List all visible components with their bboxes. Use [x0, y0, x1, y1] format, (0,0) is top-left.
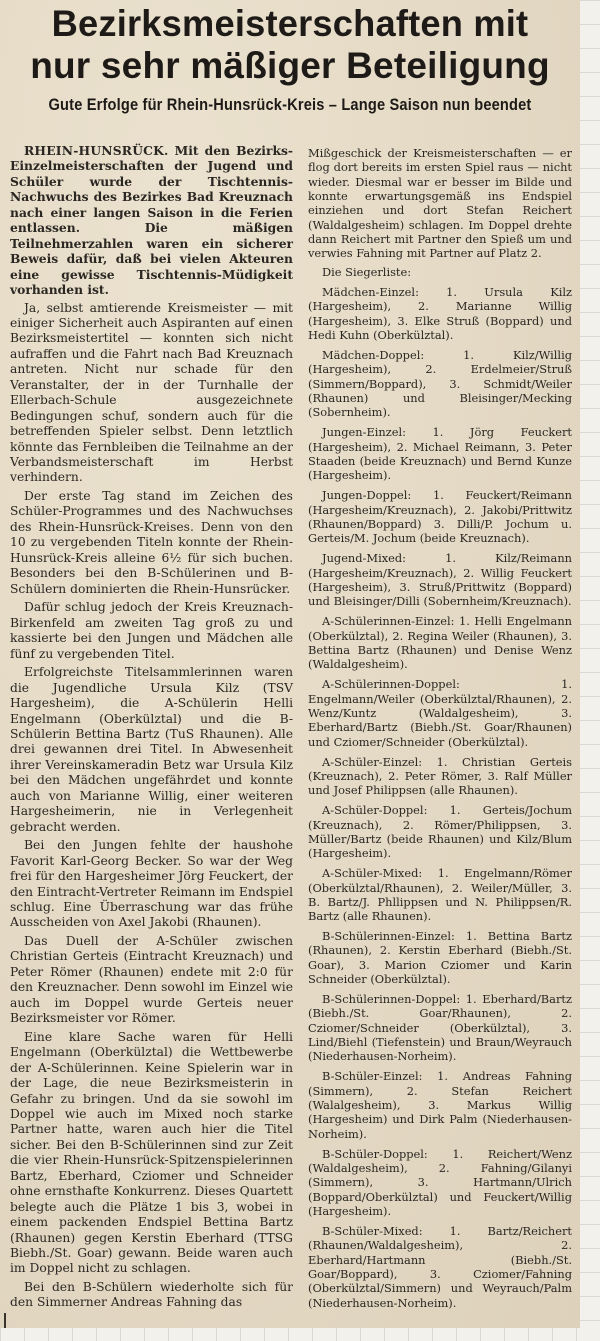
body-paragraph: Ja, selbst amtierende Kreismeister — mit einiger Sicherheit auch Aspiranten auf einen Bezirksmeistertitel — konnten sich nicht aufraffen und die Fahrt nach Bad Kreuznach antreten. Nicht nur schade für den Veranstalter, der in der Turnhalle der Ellerbach-Schule ausgezeichnete Bedingungen schuf, sondern auch für die betreffenden Spieler selbst. Denn letztlich könnte das Fernbleiben die Teilnahme an der Verbandsmeisterschaft im Herbst verhindern. — [10, 300, 293, 485]
margin-mark — [4, 1313, 6, 1328]
body-paragraph: Eine klare Sache waren für Helli Engelmann (Oberkülztal) die Wettbewerbe der A-Schülerinnen. Keine Spielerin war in der Lage, die neue Bezirksmeisterin in Gefahr zu bringen. Und da sie sowohl im Doppel wie auch im Mixed noch starke Partner hatte, waren auch hier die Titel sicher. Bei den B-Schülerinnen sind zur Zeit die vier Rhein-Hunsrück-Spitzenspielerinnen Bartz, Eberhard, Cziomer und Schneider ohne ernsthafte Konkurrenz. Dieses Quartett belegte auch die Plätze 1 bis 3, wobei in einem packenden Endspiel Bettina Bartz (Rhaunen) gegen Kerstin Eberhard (TTSG Biebh./St. Goar) gewann. Beide waren auch im Doppel nicht zu schlagen. — [10, 1029, 293, 1276]
results-heading: Die Siegerliste: — [322, 264, 412, 279]
result-entry: B-Schüler-Doppel: 1. Reichert/Wenz (Waldalgesheim), 2. Fahning/Gilanyi (Simmern), 3. Hartmann/Ulrich (Boppard/Oberkülztal) und Feuckert/Willig (Hargesheim). — [308, 1146, 572, 1219]
headline-line-2: nur sehr mäßiger Beteiligung — [30, 45, 550, 86]
body-paragraph: Erfolgreichste Titelsammlerinnen waren die Jugendliche Ursula Kilz (TSV Hargesheim), die A-Schülerin Helli Engelmann (Oberkülztal) und die B-Schülerin Bettina Bartz (TuS Rhaunen). Alle drei gewannen drei Titel. In Abwesenheit ihrer Vereinskameradin Betz war Ursula Kilz bei den Mädchen ungefährdet und konnte auch von Marianne Willig, einer weiteren Hargesheimerin, nie in Verlegenheit gebracht werden. — [10, 665, 293, 834]
lead-text: Mit den Bezirks-Einzelmeisterschaften der Jugend und Schüler wurde der Tischtennis-Nachwuchs des Bezirkes Bad Kreuznach nach einer langen Saison in die Ferien entlassen. Die mäßigen Teilnehmerzahlen waren ein sicherer Beweis dafür, daß bei vielen Akteuren eine gewisse Tischtennis-Müdigkeit vorhanden ist. — [10, 143, 293, 297]
body-paragraph: Bei den Jungen fehlte der haushohe Favorit Karl-Georg Becker. So war der Weg frei für den Hargesheimer Jörg Feuckert, der den Eintracht-Vertreter Reimann im Endspiel schlug. Eine Überraschung war das frühe Ausscheiden von Axel Jakobi (Rhaunen). — [10, 838, 293, 930]
article-column-right — [308, 146, 572, 1316]
result-entry: B-Schüler-Mixed: 1. Bartz/Reichert (Rhaunen/Waldalgesheim), 2. Eberhard/Hartmann (Biebh./St. Goar/Boppard), 3. Cziomer/Fahning (Oberkülztal/Simmern) und Weyrauch/Palm (Niederhausen-Norheim). — [308, 1224, 572, 1310]
result-entry: B-Schülerinnen-Doppel: 1. Eberhard/Bartz (Biebh./St. Goar/Rhaunen), 2. Cziomer/Schneider (Oberkülztal), 3. Lind/Biehl (Tiefenstein) und Braun/Weyrauch (Niederhausen-Norheim). — [308, 992, 572, 1064]
body-paragraph: Dafür schlug jedoch der Kreis Kreuznach-Birkenfeld am zweiten Tag groß zu und kassierte bei den Jungen und Mädchen alle fünf zu vergebenden Titel. — [10, 600, 293, 661]
subheadline: Gute Erfolge für Rhein-Hunsrück-Kreis – Lange Saison nun beendet — [48, 95, 532, 114]
result-entry: Mädchen-Einzel: 1. Ursula Kilz (Hargesheim), 2. Marianne Willig (Hargesheim), 3. Elke Struß (Boppard) und Hedi Kuhn (Oberkülztal). — [308, 285, 572, 343]
result-entry: A-Schülerinnen-Einzel: 1. Helli Engelmann (Oberkülztal), 2. Regina Weiler (Rhaunen), 3. Bettina Bartz (Rhaunen) und Denise Wenz (Waldalgesheim). — [308, 614, 572, 672]
result-entry: A-Schüler-Doppel: 1. Gerteis/Jochum (Kreuznach), 2. Römer/Philippsen, 3. Müller/Bartz (beide Rhaunen) und Kilz/Blum (Hargesheim). — [308, 803, 572, 861]
dateline: RHEIN-HUNSRÜCK. — [24, 143, 169, 158]
body-paragraph: Bei den B-Schülern wiederholte sich für den Simmerner Andreas Fahning das — [10, 1280, 293, 1310]
result-entry: Jungen-Doppel: 1. Feuckert/Reimann (Hargesheim/Kreuznach), 2. Jakobi/Prittwitz (Rhaunen/Boppard) 3. Dilli/P. Jochum u. Gerteis/M. Jochum (beide Kreuznach). — [308, 488, 572, 546]
result-entry: A-Schülerinnen-Doppel: 1. Engelmann/Weiler (Oberkülztal/Rhaunen), 2. Wenz/Kuntz (Waldalgesheim), 3. Eberhard/Bartz (Biebh./St. Goar/Rhaunen) und Cziomer/Schneider (Oberkülztal). — [308, 677, 572, 749]
body-paragraph: Das Duell der A-Schüler zwischen Christian Gerteis (Eintracht Kreuznach) und Peter Römer (Rhaunen) endete mit 2:0 für den Kreuznacher. Denn sowohl im Einzel wie auch im Doppel wurde Gerteis neuer Bezirksmeister vor Römer. — [10, 934, 293, 1026]
result-entry: Jugend-Mixed: 1. Kilz/Reimann (Hargesheim/Kreuznach), 2. Willig Feuckert (Hargesheim), 3. Struß/Prittwitz (Boppard) und Bleisinger/Dilli (Sobernheim/Kreuznach). — [308, 551, 572, 609]
body-paragraph: Der erste Tag stand im Zeichen des Schüler-Programmes und des Nachwuchses des Rhein-Hunsrück-Kreises. Denn von den 10 zu vergebenden Titeln konnte der Rhein-Hunsrück-Kreis alleine 6½ für sich buchen. Besonders bei den B-Schülerinen und B-Schülern dominierten die Rhein-Hunsrücker. — [10, 489, 293, 596]
headline-line-1: Bezirksmeisterschaften mit — [51, 3, 529, 44]
result-entry: B-Schüler-Einzel: 1. Andreas Fahning (Simmern), 2. Stefan Reichert (Walalgesheim), 3. Markus Willig (Hargesheim) und Dirk Palm (Niederhausen-Norheim). — [308, 1069, 572, 1141]
article-column-left — [10, 143, 293, 1314]
result-entry: Jungen-Einzel: 1. Jörg Feuckert (Hargesheim), 2. Michael Reimann, 3. Peter Staaden (beide Kreuznach) und Bernd Kunze (Hargesheim). — [308, 425, 572, 483]
result-entry: Mädchen-Doppel: 1. Kilz/Willig (Hargesheim), 2. Erdelmeier/Struß (Simmern/Boppard), 3. Schmidt/Weiler (Rhaunen) und Bleisinger/Mecking (Sobernheim). — [308, 348, 572, 420]
result-entry: A-Schüler-Einzel: 1. Christian Gerteis (Kreuznach), 2. Peter Römer, 3. Ralf Müller und Josef Philippsen (alle Rhaunen). — [308, 754, 572, 798]
lead-paragraph — [10, 143, 293, 297]
result-entry: A-Schüler-Mixed: 1. Engelmann/Römer (Oberkülztal/Rhaunen), 2. Weiler/Müller, 3. B. Bartz/J. Phllippsen und N. Philippsen/R. Bartz (alle Rhaunen). — [308, 866, 572, 924]
result-entry: B-Schülerinnen-Einzel: 1. Bettina Bartz (Rhaunen), 2. Kerstin Eberhard (Biebh./St. Goar), 3. Marion Cziomer und Karin Schneider (Oberkülztal). — [308, 929, 572, 987]
continuation-paragraph: Mißgeschick der Kreismeisterschaften — er flog dort bereits im ersten Spiel raus — nicht wieder. Diesmal war er besser im Bilde und konnte erwartungsgemäß ins Endspiel einziehen und dort Stefan Reichert (Waldalgesheim) schlagen. Im Doppel drehte dann Reichert mit Partner den Spieß um und verwies Fahning mit Partner auf Platz 2. — [308, 146, 572, 261]
